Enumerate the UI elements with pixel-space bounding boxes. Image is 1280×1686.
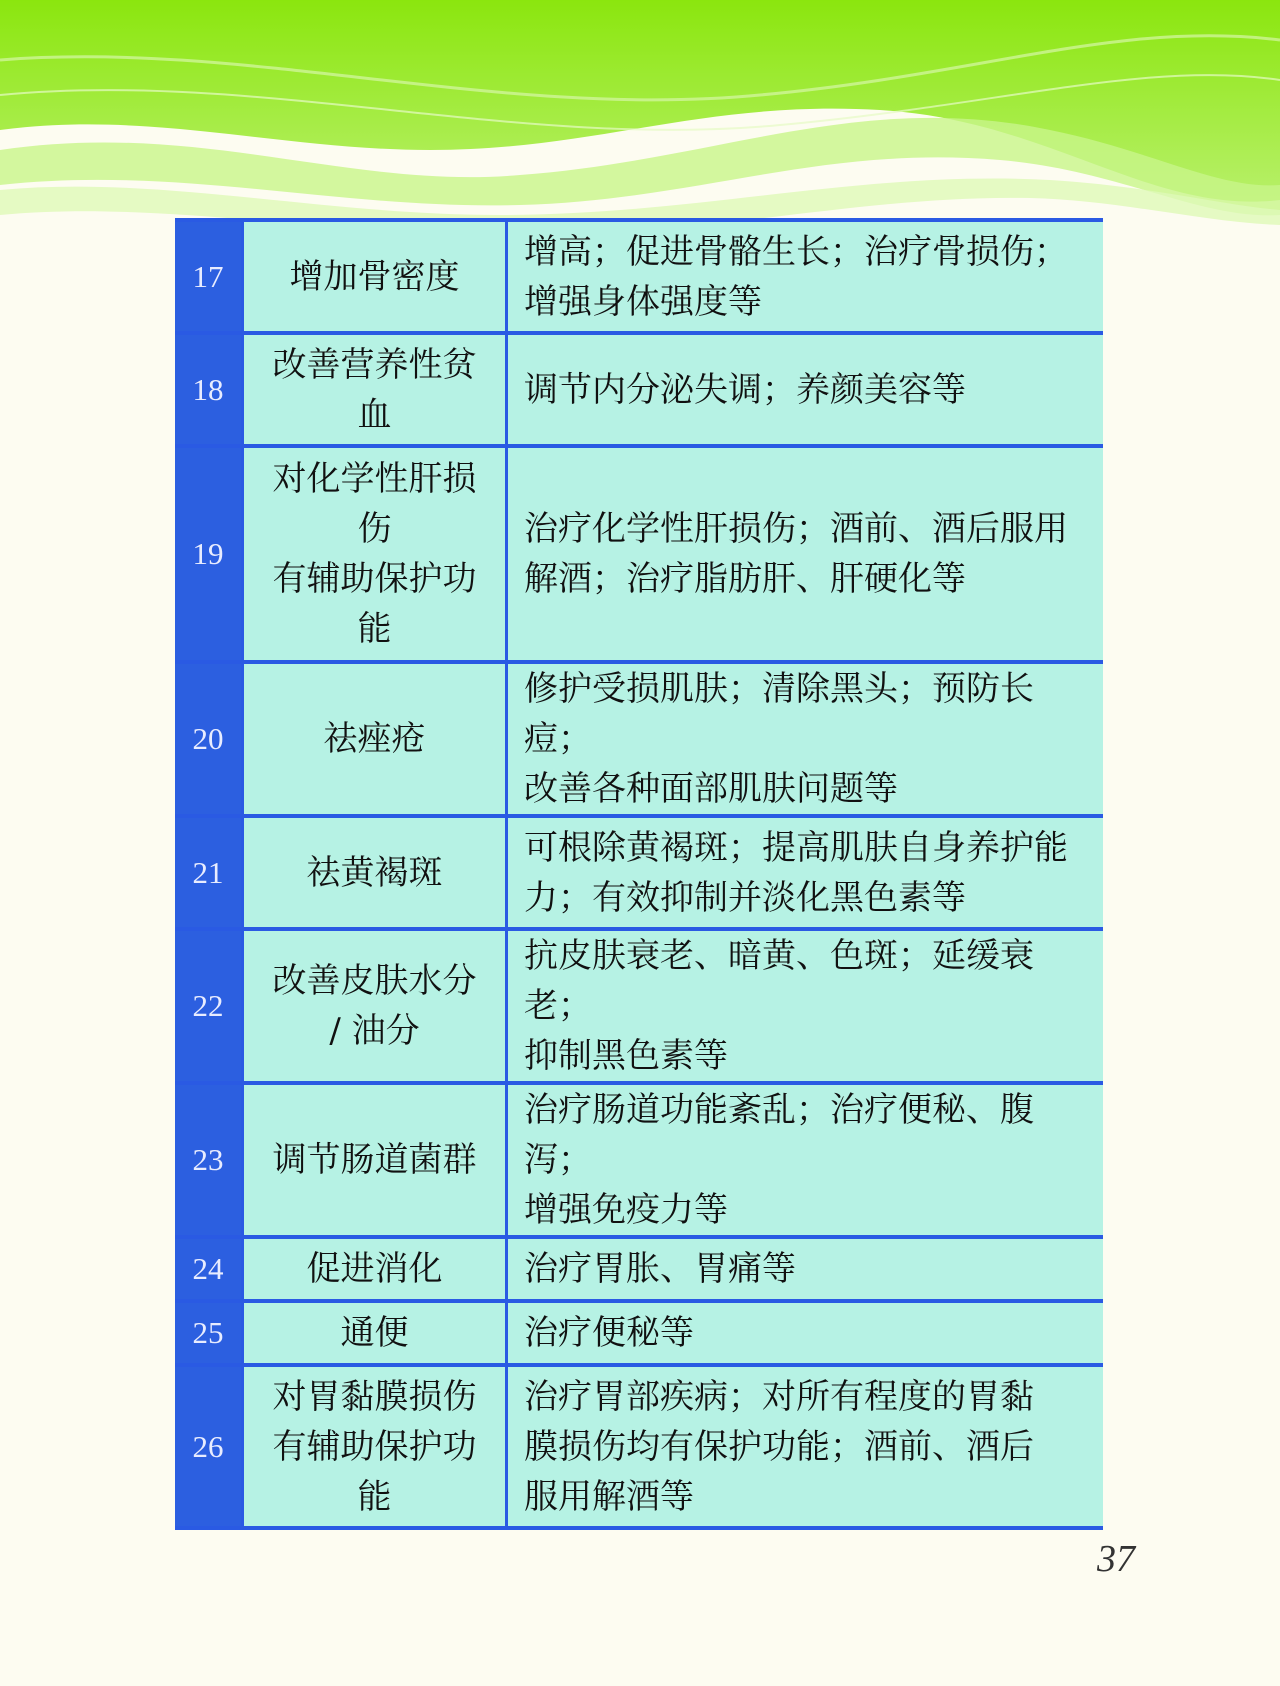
function-name-cell [243,816,507,929]
function-name-cell [243,1083,507,1237]
function-name: 祛黄褐斑 [306,852,443,893]
function-name-cell [243,1365,507,1528]
function-description: 调节内分泌失调；养颜美容等 [524,369,966,410]
function-description: 治疗肠道功能紊乱；治疗便秘、腹泻； 增强免疫力等 [524,1090,1034,1230]
function-name: 促进消化 [306,1249,443,1289]
table-row [175,446,1103,662]
function-name: 改善营养性贫 血 [272,344,477,435]
function-description-cell [507,816,1104,929]
table-row [175,662,1103,816]
page-number: 37 [1097,1538,1135,1580]
function-description: 治疗化学性肝损伤；酒前、酒后服用 解酒；治疗脂肪肝、肝硬化等 [524,509,1068,599]
row-number: 23 [175,1083,243,1237]
row-number: 21 [175,816,243,929]
function-name-cell [243,662,507,816]
function-description: 治疗胃部疾病；对所有程度的胃黏 膜损伤均有保护功能；酒前、酒后 服用解酒等 [524,1376,1034,1517]
function-name: 祛痤疮 [323,719,426,759]
table-row [175,333,1103,446]
function-description: 修护受损肌肤；清除黑头；预防长痘； 改善各种面部肌肤问题等 [524,669,1034,809]
function-description: 治疗胃胀、胃痛等 [524,1249,796,1289]
function-name-cell [243,446,507,662]
function-description-cell [507,333,1104,446]
table-row [175,1365,1103,1528]
function-name: 通便 [340,1313,409,1353]
function-name: 增加骨密度 [289,256,460,297]
function-name-cell [243,1237,507,1301]
row-number: 24 [175,1237,243,1301]
green-wave-header-decoration [0,0,1280,250]
function-description-cell [507,220,1104,333]
function-description-cell [507,1301,1104,1365]
table-row [175,1237,1103,1301]
row-number: 22 [175,929,243,1083]
function-name: 改善皮肤水分 / 油分 [272,961,477,1051]
function-name-cell [243,1301,507,1365]
function-name: 对胃黏膜损伤 有辅助保护功 能 [272,1376,477,1517]
function-name-cell [243,929,507,1083]
table-row [175,929,1103,1083]
row-number: 26 [175,1365,243,1528]
row-number: 20 [175,662,243,816]
function-description-cell [507,1365,1104,1528]
row-number: 17 [175,220,243,333]
table-row [175,816,1103,929]
function-description-cell [507,446,1104,662]
function-description-cell [507,1083,1104,1237]
function-description-cell [507,1237,1104,1301]
function-description: 治疗便秘等 [524,1313,694,1353]
function-description: 抗皮肤衰老、暗黄、色斑；延缓衰老； 抑制黑色素等 [524,936,1034,1076]
function-name: 对化学性肝损 伤 有辅助保护功 能 [272,459,477,649]
function-description-cell [507,662,1104,816]
row-number: 25 [175,1301,243,1365]
function-description-cell [507,929,1104,1083]
table-container [175,218,1103,1530]
row-number: 18 [175,333,243,446]
table-row [175,220,1103,333]
function-name-cell [243,220,507,333]
function-description: 增高；促进骨骼生长；治疗骨损伤； 增强身体强度等 [524,231,1068,322]
table-row [175,1301,1103,1365]
row-number: 19 [175,446,243,662]
function-name-cell [243,333,507,446]
function-description: 可根除黄褐斑；提高肌肤自身养护能 力；有效抑制并淡化黑色素等 [524,827,1068,918]
function-name: 调节肠道菌群 [272,1140,477,1180]
table-row [175,1083,1103,1237]
functions-table [175,218,1103,1530]
